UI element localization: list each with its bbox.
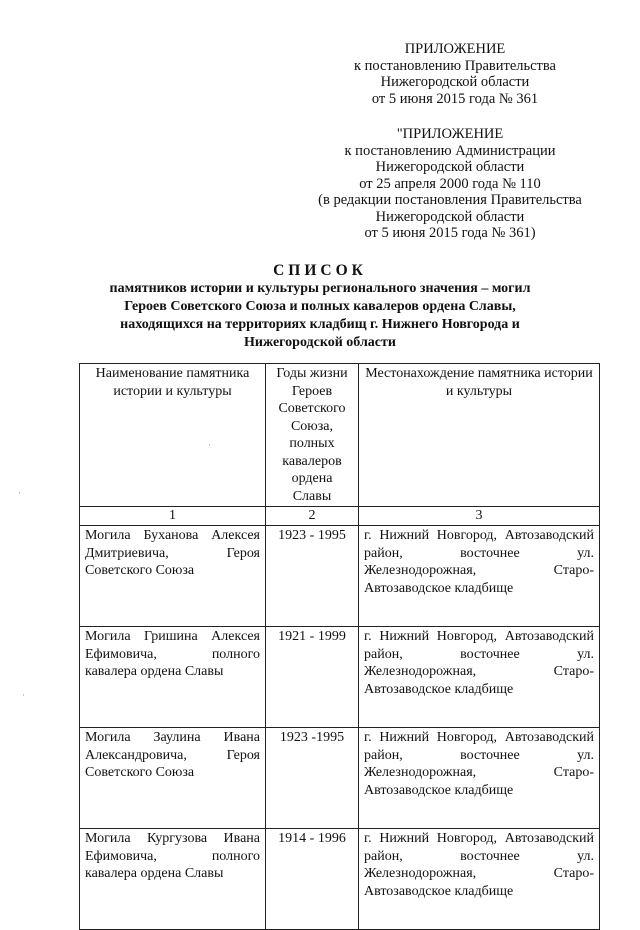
table-row — [80, 829, 600, 930]
table-header-row — [80, 364, 600, 507]
document-title — [60, 262, 580, 352]
life-years-cell: 1923 - 1995 — [266, 526, 359, 627]
header-monument-name: Наименование памятника истории и культуры — [80, 364, 266, 507]
appendix-line: "ПРИЛОЖЕНИЕ — [396, 126, 504, 142]
monument-name-cell: Могила Заулина Ивана Александровича, Героя Советского Союза — [80, 728, 266, 829]
column-number: 2 — [266, 507, 359, 526]
column-number-row — [80, 507, 600, 526]
table-row — [80, 728, 600, 829]
title-line: находящихся на территориях кладбищ г. Нижнего Новгорода и — [120, 317, 520, 332]
appendix-line: к постановлению Правительства — [354, 57, 556, 74]
location-cell: г. Нижний Новгород, Автозаводский район, восточнее ул. Железнодорожная, Старо-Автозаводское кладбище — [359, 728, 600, 829]
monument-name-cell: Могила Буханова Алексея Дмитриевича, Героя Советского Союза — [80, 526, 266, 627]
monument-name-cell: Могила Гришина Алексея Ефимовича, полного кавалера ордена Славы — [80, 627, 266, 728]
location-cell: г. Нижний Новгород, Автозаводский район, восточнее ул. Железнодорожная, Старо-Автозаводское кладбище — [359, 829, 600, 930]
appendix-line: ПРИЛОЖЕНИЕ — [404, 41, 506, 57]
appendix-line: Нижегородской области — [380, 74, 530, 90]
header-life-years: Годы жизни Героев Советского Союза, полных кавалеров ордена Славы — [266, 364, 359, 507]
location-cell: г. Нижний Новгород, Автозаводский район, восточнее ул. Железнодорожная, Старо-Автозаводское кладбище — [359, 526, 600, 627]
monuments-table — [79, 363, 600, 930]
scan-speck: · — [18, 488, 21, 498]
appendix-line: от 25 апреля 2000 года № 110 — [359, 175, 541, 192]
life-years-cell: 1921 - 1999 — [266, 627, 359, 728]
title-word: СПИСОК — [273, 262, 367, 279]
appendix-header-original — [300, 126, 600, 242]
appendix-line: Нижегородской области — [375, 159, 525, 175]
monument-name-cell: Могила Кургузова Ивана Ефимовича, полного кавалера ордена Славы — [80, 829, 266, 930]
life-years-cell: 1914 - 1996 — [266, 829, 359, 930]
title-line: памятников истории и культуры регионального значения – могил — [109, 281, 531, 296]
appendix-line: Нижегородской области — [375, 208, 525, 225]
scan-speck: · — [208, 440, 211, 450]
title-line: Нижегородской области — [244, 335, 396, 350]
title-line: Героев Советского Союза и полных кавалеров ордена Славы, — [124, 299, 516, 314]
life-years-cell: 1923 -1995 — [266, 728, 359, 829]
appendix-line: к постановлению Администрации — [344, 142, 556, 159]
table-row — [80, 627, 600, 728]
table-row — [80, 526, 600, 627]
appendix-header-current — [340, 41, 570, 107]
column-number: 3 — [359, 507, 600, 526]
column-number: 1 — [80, 507, 266, 526]
location-cell: г. Нижний Новгород, Автозаводский район, восточнее ул. Железнодорожная, Старо-Автозаводское кладбище — [359, 627, 600, 728]
header-location: Местонахождение памятника истории и культуры — [359, 364, 600, 507]
appendix-line: от 5 июня 2015 года № 361) — [364, 225, 536, 241]
appendix-line: от 5 июня 2015 года № 361 — [371, 90, 539, 107]
appendix-line: (в редакции постановления Правительства — [318, 192, 582, 208]
scan-speck: · — [22, 690, 25, 700]
